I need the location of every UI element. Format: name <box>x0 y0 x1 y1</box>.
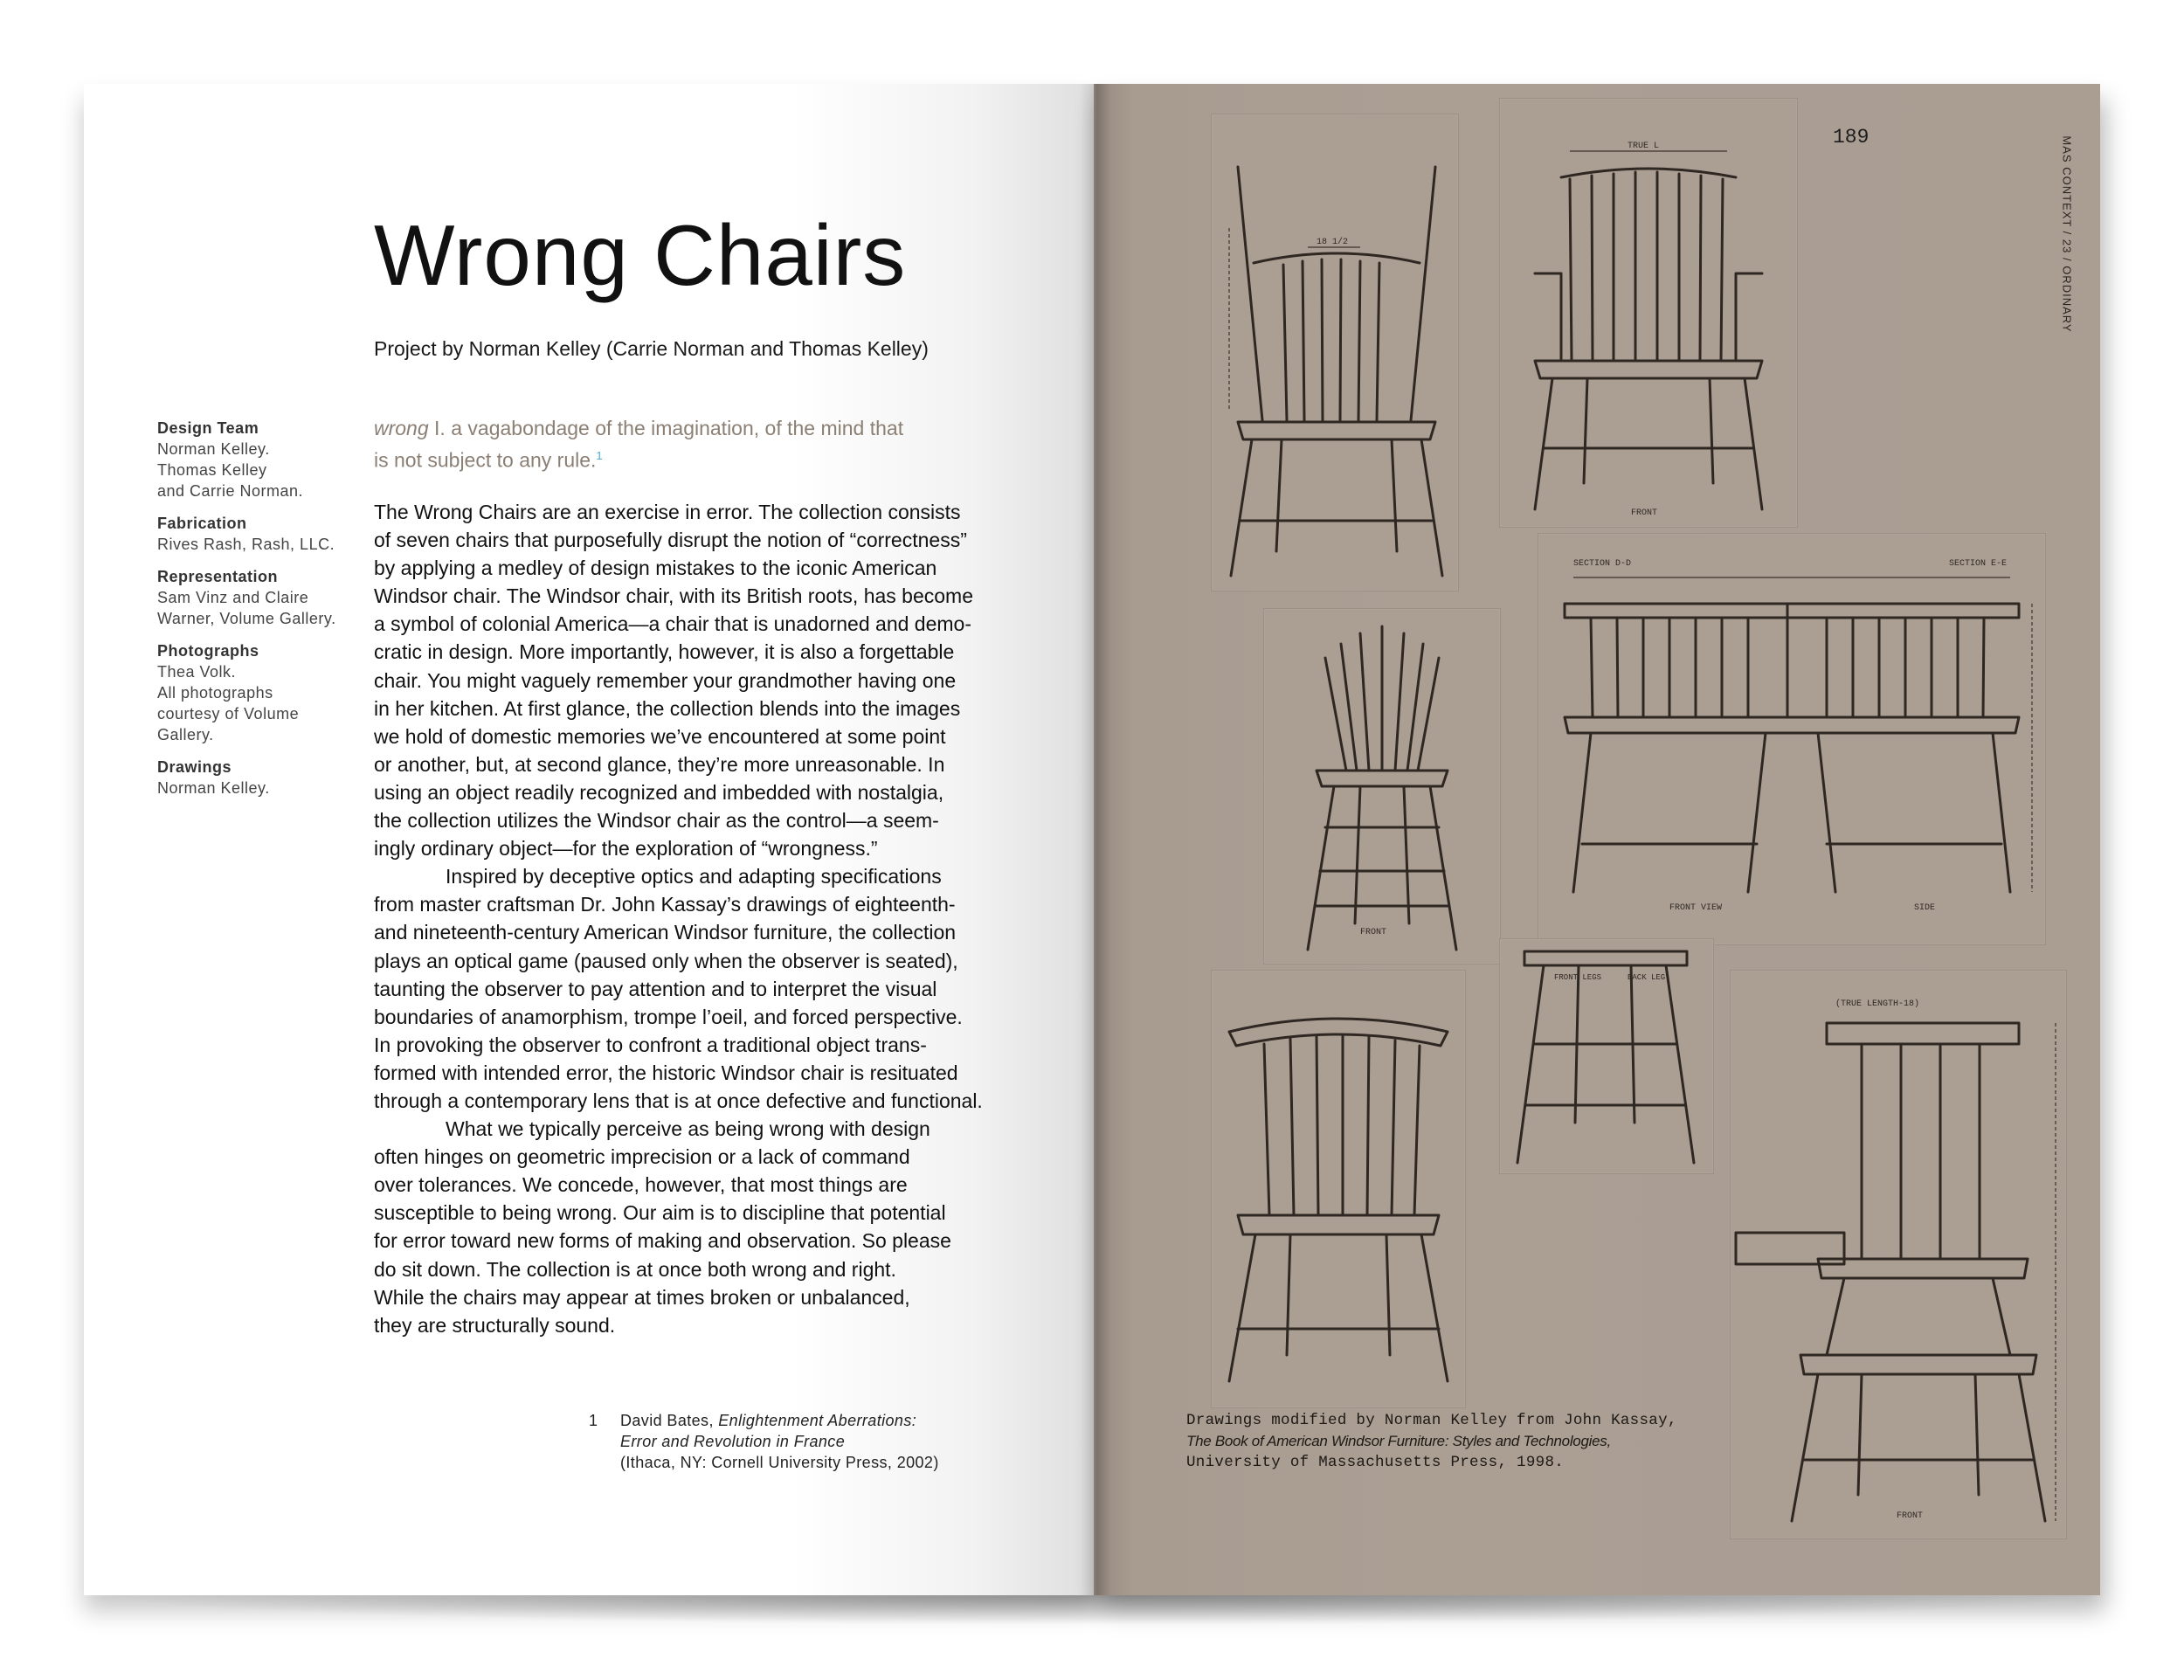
body-line: in her kitchen. At first glance, the collection blends into the images <box>374 696 961 720</box>
credit-line: Warner, Volume Gallery. <box>157 610 336 627</box>
body-line: taunting the observer to pay attention and to interpret the visual <box>374 977 937 1000</box>
epigraph-definition: I. a vagabondage of the imagination, of the mind that <box>428 417 904 439</box>
section-label: SECTION D-D <box>1573 559 1632 569</box>
credit-design-team <box>157 418 367 501</box>
dimension-label: BACK LEG <box>1628 973 1666 982</box>
body-line: boundaries of anamorphism, trompe l’oeil, and forced perspective. <box>374 1005 963 1028</box>
footnote-author: David Bates, <box>620 1412 719 1429</box>
epigraph <box>374 414 1003 474</box>
body-line: What we typically perceive as being wrong with design <box>446 1117 930 1141</box>
credit-line: Sam Vinz and Claire <box>157 589 309 606</box>
view-label: FRONT VIEW <box>1669 903 1723 913</box>
credit-heading: Photographs <box>157 642 259 660</box>
body-line: do sit down. The collection is at once both wrong and right. <box>374 1257 896 1281</box>
credits-column <box>157 418 367 810</box>
body-line: a symbol of colonial America—a chair that is unadorned and demo- <box>374 612 971 636</box>
body-line: formed with intended error, the historic Windsor chair is resituated <box>374 1061 958 1084</box>
credit-photographs <box>157 640 367 745</box>
running-head: MAS CONTEXT / 23 / ORDINARY <box>2060 135 2074 333</box>
chair-drawing-comb-back <box>1211 970 1466 1408</box>
body-line: and nineteenth-century American Windsor furniture, the collection <box>374 921 957 944</box>
footnote-title-cont: Error and Revolution in France <box>620 1433 846 1450</box>
footnote-title: Enlightenment Aberrations: <box>718 1412 917 1429</box>
credit-drawings <box>157 757 367 799</box>
footnote-reference[interactable]: 1 <box>596 449 603 462</box>
credit-heading: Fabrication <box>157 515 247 532</box>
dimension-label: FRONT LEGS <box>1554 973 1602 982</box>
credit-heading: Representation <box>157 568 279 585</box>
chair-drawing-fan-back-svg <box>1264 609 1500 964</box>
chair-drawing-fan-back <box>1263 608 1501 964</box>
stool-drawing <box>1499 938 1714 1174</box>
body-line: chair. You might vaguely remember your grandmother having one <box>374 668 957 692</box>
view-label: FRONT <box>1360 928 1387 937</box>
body-line: the collection utilizes the Windsor chair as the control—a seem- <box>374 809 939 833</box>
section-label: SECTION E-E <box>1949 559 2008 569</box>
caption-line-2: The Book of American Windsor Furniture: Styles and Technologies, <box>1186 1433 1611 1449</box>
dimension-label: (TRUE LENGTH-18) <box>1835 999 1920 1009</box>
body-line: ingly ordinary object—for the exploration of “wrongness.” <box>374 837 878 861</box>
body-line: by applying a medley of design mistakes to the iconic American <box>374 557 937 580</box>
credit-heading: Design Team <box>157 419 259 437</box>
body-line: of seven chairs that purposefully disrupt the notion of “correctness” <box>374 529 967 552</box>
chair-drawing-armchair-front <box>1499 98 1798 528</box>
footnote-publisher: (Ithaca, NY: Cornell University Press, 2002) <box>620 1454 939 1471</box>
credit-heading: Drawings <box>157 758 232 776</box>
stool-drawing-svg <box>1500 939 1713 1173</box>
body-line: from master craftsman Dr. John Kassay’s drawings of eighteenth- <box>374 893 956 916</box>
epigraph-definition-end: is not subject to any rule. <box>374 448 597 472</box>
settee-drawing <box>1538 533 2046 945</box>
epigraph-line-1 <box>374 414 1003 442</box>
chair-drawing-writing-arm <box>1730 970 2067 1539</box>
body-line: Inspired by deceptive optics and adapting specifications <box>446 865 942 888</box>
body-line: for error toward new forms of making and observation. So please <box>374 1229 951 1253</box>
settee-drawing-svg <box>1538 534 2045 944</box>
body-line: they are structurally sound. <box>374 1313 616 1337</box>
credit-line: Norman Kelley. <box>157 779 270 797</box>
body-line: or another, but, at second glance, they’re more unreasonable. In <box>374 752 945 776</box>
body-line: Windsor chair. The Windsor chair, with its British roots, has become <box>374 584 974 608</box>
credit-line: Thea Volk. <box>157 663 237 681</box>
caption-line-1: Drawings modified by Norman Kelley from John Kassay, <box>1186 1412 1677 1429</box>
credit-representation <box>157 566 367 629</box>
body-line: over tolerances. We concede, however, that most things are <box>374 1173 908 1197</box>
chair-drawing-writing-arm-svg <box>1731 971 2066 1538</box>
body-line: plays an optical game (paused only when the observer is seated), <box>374 949 958 972</box>
view-label: FRONT <box>1631 508 1658 518</box>
body-line: we hold of domestic memories we’ve encountered at some point <box>374 724 946 748</box>
body-line: cratic in design. More importantly, however, it is also a forgettable <box>374 640 955 664</box>
footnote-line-1 <box>620 1410 939 1431</box>
chair-drawing-armchair-front-svg <box>1500 99 1797 527</box>
chair-drawing-tall-back <box>1211 114 1459 591</box>
credit-fabrication <box>157 513 367 555</box>
body-line: through a contemporary lens that is at once defective and functional. <box>374 1089 983 1112</box>
credit-line: courtesy of Volume <box>157 705 300 722</box>
body-line: susceptible to being wrong. Our aim is to discipline that potential <box>374 1201 946 1225</box>
body-line: In provoking the observer to confront a traditional object trans- <box>374 1033 927 1056</box>
credit-line: Thomas Kelley <box>157 461 267 479</box>
page-gutter <box>1080 84 1111 1595</box>
view-label: SIDE <box>1914 903 1936 913</box>
body-line: often hinges on geometric imprecision or a lack of command <box>374 1145 910 1169</box>
footnote-number: 1 <box>589 1412 598 1429</box>
body-line: While the chairs may appear at times broken or unbalanced, <box>374 1285 910 1309</box>
credit-line: All photographs <box>157 684 273 702</box>
article-title: Wrong Chairs <box>374 207 907 303</box>
credit-line: and Carrie Norman. <box>157 482 304 500</box>
body-line: using an object readily recognized and imbedded with nostalgia, <box>374 780 944 804</box>
view-label: FRONT <box>1897 1511 1924 1521</box>
dimension-label: TRUE L <box>1628 142 1660 151</box>
chair-drawing-comb-back-svg <box>1212 971 1465 1407</box>
figure-caption <box>1186 1410 1676 1473</box>
body-line: The Wrong Chairs are an exercise in error. The collection consists <box>374 501 961 523</box>
epigraph-term: wrong <box>374 417 429 439</box>
dimension-label: 18 1/2 <box>1317 238 1349 247</box>
credit-line: Norman Kelley. <box>157 440 270 458</box>
footnote-body <box>620 1410 939 1473</box>
article-body <box>374 498 1038 1339</box>
page-number: 189 <box>1833 126 1870 149</box>
article-subtitle: Project by Norman Kelley (Carrie Norman and Thomas Kelley) <box>374 337 929 360</box>
credit-line: Gallery. <box>157 726 214 743</box>
chair-drawing-tall-back-svg <box>1212 114 1458 591</box>
epigraph-line-2 <box>374 442 1003 474</box>
caption-line-3: University of Massachusetts Press, 1998. <box>1186 1454 1565 1471</box>
credit-line: Rives Rash, Rash, LLC. <box>157 536 335 553</box>
